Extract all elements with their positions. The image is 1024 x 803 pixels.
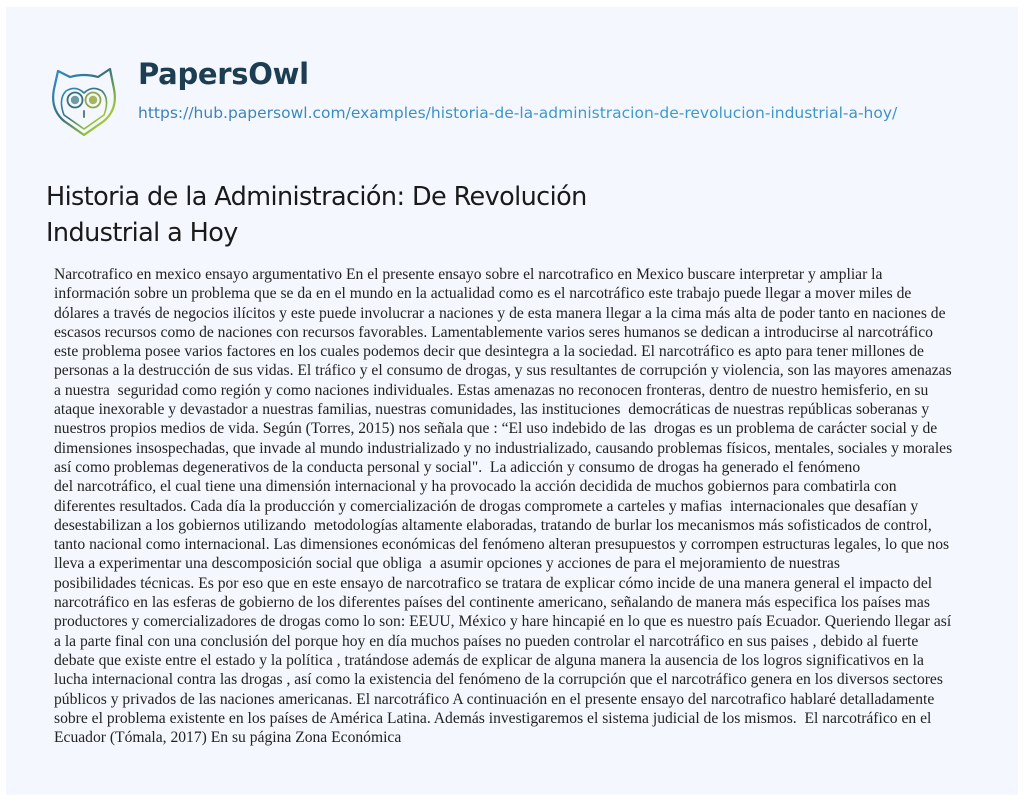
body-line: debate que existe entre el estado y la política , tratándose además de explicar de alguna manera la ausencia de los logros significativos en la [54,651,924,669]
body-line: información sobre un problema que se da en el mundo en la actualidad como es el narcotráfico este trabajo puede llegar a mover miles de [54,285,912,303]
body-line: Narcotrafico en mexico ensayo argumentativo En el presente ensayo sobre el narcotrafico en Mexico buscare interpretar y ampliar la [54,266,883,283]
document-card [6,7,1018,795]
body-line: así como problemas degenerativos de la conducta personal y social". La adicción y consumo de drogas ha generado el fenómeno [54,458,861,476]
body-line: personas a la destrucción de sus vidas. El tráfico y el consumo de drogas, y sus resultantes de corrupción y violencia, son las mayores amenazas [54,362,952,380]
source-url-link[interactable]: https://hub.papersowl.com/examples/historia-de-la-administracion-de-revolucion-industrial-a-hoy/ [138,102,928,124]
body-line: posibilidades técnicas. Es por eso que en este ensayo de narcotrafico se tratara de explicar cómo incide de una manera general el impacto del [54,574,933,592]
document-title: Historia de la Administración: De Revolución Industrial a Hoy [46,182,587,248]
body-line: lleva a experimentar una descomposición social que obliga a asumir opciones y acciones de para el mejoramiento de nuestras [54,555,840,573]
document-body [54,265,1000,747]
body-line: dimensiones insospechadas, que invade al mundo industrializado y no industrializado, causando problemas físicos, mentales, sociales y morales [54,439,953,457]
body-line: tanto nacional como internacional. Las dimensiones económicas del fenómeno alteran presupuestos y corrompen estructuras legales, lo que nos [54,536,950,554]
body-line: desestabilizan a los gobiernos utilizando metodologías altamente elaboradas, tratando de burlar los mecanismos más sofisticados de control, [54,516,932,534]
body-line: diferentes resultados. Cada día la producción y comercialización de drogas compromete a carteles y mafias internacionales que desafían y [54,497,919,515]
body-line: dólares a través de negocios ilícitos y este puede involucrar a naciones y de esta manera llegar a la cima más alta de poder tanto en naciones de [54,304,946,322]
body-line: productores y comercializadores de drogas como lo son: EEUU, México y hare hincapié en lo que es nuestro país Ecuador. Queriendo llegar así [54,613,952,631]
body-line: lucha internacional contra las drogas , así como la existencia del fenómeno de la corrupción que el narcotráfico genera en los diversos sectores [54,671,943,689]
brand-name: PapersOwl [138,57,309,91]
body-line: del narcotráfico, el cual tiene una dimensión internacional y ha provocado la acción decidida de muchos gobiernos para combatirla con [54,478,897,496]
body-line: a nuestra seguridad como región y como naciones individuales. Estas amenazas no reconocen fronteras, dentro de nuestro hemisferio, en su [54,381,929,399]
body-line: narcotráfico en las esferas de gobierno de los diferentes países del continente americano, señalando de manera más especifica los países mas [54,594,930,612]
body-line: ataque inexorable y devastador a nuestras familias, nuestras comunidades, las instituciones democráticas de nuestras repúblicas soberanas y [54,401,930,419]
body-line: nuestros propios medios de vida. Según (Torres, 2015) nos señala que : “El uso indebido de las drogas es un problema de carácter social y de [54,420,938,438]
body-line: sobre el problema existente en los países de América Latina. Además investigaremos el sistema judicial de los mismos. El narcotráfico en el [54,709,932,727]
body-line: públicos y privados de las naciones americanas. El narcotráfico A continuación en el presente ensayo del narcotrafico hablaré detalladamente [54,690,935,708]
owl-logo-icon [44,59,124,139]
body-line: este problema posee varios factores en los cuales podemos decir que desintegra a la sociedad. El narcotráfico es apto para tener millones de [54,343,924,361]
body-line: Ecuador (Tómala, 2017) En su página Zona Económica [54,729,402,747]
body-line: a la parte final con una conclusión del porque hoy en día muchos países no pueden controlar el narcotráfico en sus paises , debido al fuerte [54,632,919,650]
body-line: escasos recursos como de naciones con recursos favorables. Lamentablemente varios seres humanos se dedican a introducirse al narcotráfico [54,323,933,341]
header [46,49,928,139]
brand-block [138,49,928,124]
